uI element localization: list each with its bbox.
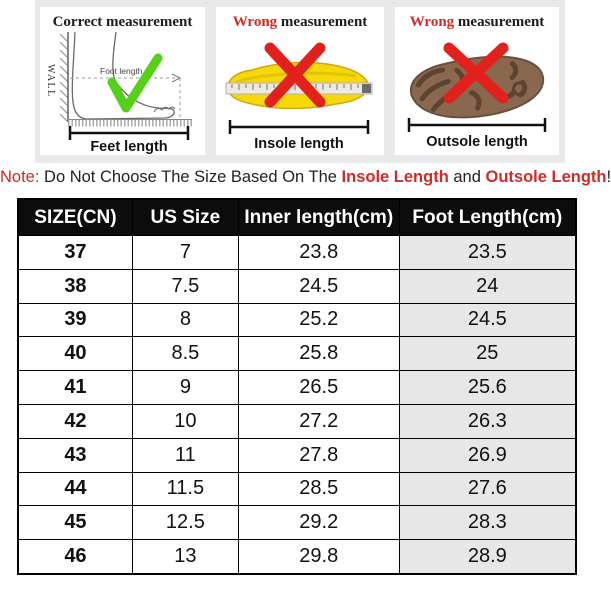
panel-caption: Insole length: [254, 136, 344, 152]
size-cn-cell: 44: [18, 472, 132, 506]
foot-measurement-diagram: [40, 32, 205, 154]
measure-bracket: [230, 120, 368, 134]
panel-caption: Feet length: [90, 139, 168, 155]
note-highlight-outsole: Outsole Length: [485, 168, 607, 186]
table-row: [18, 472, 576, 506]
note-label: Note:: [0, 168, 40, 186]
foot-length-label: Foot length: [100, 66, 143, 76]
panel-title: [53, 14, 193, 31]
us-size-cell: 7: [132, 236, 238, 270]
inner-length-cell: 25.2: [238, 303, 399, 337]
size-chart-table: [17, 198, 577, 575]
us-size-cell: 8.5: [132, 337, 238, 371]
size-cn-cell: 43: [18, 438, 132, 472]
inner-length-cell: 26.5: [238, 371, 399, 405]
table-row: [18, 371, 576, 405]
note-exclamation: !: [606, 168, 611, 186]
column-header-size-cn: SIZE(CN): [18, 199, 132, 236]
column-header-inner-length: Inner length(cm): [238, 199, 399, 236]
panel-title-word2: measurement: [106, 14, 193, 30]
measure-bracket: [409, 118, 545, 132]
note-text: and: [453, 168, 481, 186]
foot-length-cell: 25: [399, 337, 576, 371]
table-row: [18, 236, 576, 270]
panel-caption: Outsole length: [425, 134, 528, 150]
panel-title-word1: Wrong: [409, 14, 455, 30]
foot-length-cell: 26.3: [399, 404, 576, 438]
inner-length-cell: 28.5: [238, 472, 399, 506]
wall-hatch: [60, 34, 68, 122]
size-cn-cell: 37: [18, 236, 132, 270]
us-size-cell: 11.5: [132, 472, 238, 506]
inner-length-cell: 29.2: [238, 506, 399, 540]
panel-title-word2: measurement: [457, 14, 545, 30]
wall-label: WALL: [45, 64, 56, 98]
outsole-shape: [407, 50, 546, 124]
us-size-cell: 13: [132, 540, 238, 574]
table-row: [18, 337, 576, 371]
column-header-us-size: US Size: [132, 199, 238, 236]
foot-length-cell: 27.6: [399, 472, 576, 506]
us-size-cell: 7.5: [132, 269, 238, 303]
foot-length-cell: 28.9: [399, 540, 576, 574]
header-row: [18, 199, 576, 236]
foot-length-cell: 26.9: [399, 438, 576, 472]
tape-end: [362, 84, 371, 93]
us-size-cell: 11: [132, 438, 238, 472]
inner-length-cell: 25.8: [238, 337, 399, 371]
size-cn-cell: 41: [18, 371, 132, 405]
foot-length-cell: 24: [399, 269, 576, 303]
panel-title-word1: Wrong: [232, 14, 278, 30]
us-size-cell: 10: [132, 404, 238, 438]
note-text: Do Not Choose The Size Based On The: [44, 168, 337, 186]
foot-length-cell: 28.3: [399, 506, 576, 540]
insole-diagram: [216, 32, 384, 154]
inner-length-cell: 23.8: [238, 236, 399, 270]
note-highlight-insole: Insole Length: [341, 168, 449, 186]
panel-title: [233, 14, 368, 31]
measurement-guide-strip: [35, 0, 565, 163]
table-row: [18, 506, 576, 540]
panel-title-word2: measurement: [280, 14, 368, 30]
size-cn-cell: 40: [18, 337, 132, 371]
outsole-diagram: [397, 32, 558, 154]
size-cn-cell: 46: [18, 540, 132, 574]
column-header-foot-length: Foot Length(cm): [399, 199, 576, 236]
wrong-insole-panel: [216, 7, 384, 155]
foot-length-cell: 23.5: [399, 236, 576, 270]
size-cn-cell: 39: [18, 303, 132, 337]
inner-length-cell: 27.2: [238, 404, 399, 438]
inner-length-cell: 29.8: [238, 540, 399, 574]
panel-title: [410, 14, 545, 31]
inner-length-cell: 27.8: [238, 438, 399, 472]
table-row: [18, 540, 576, 574]
size-cn-cell: 42: [18, 404, 132, 438]
table-row: [18, 438, 576, 472]
inner-length-cell: 24.5: [238, 269, 399, 303]
table-row: [18, 404, 576, 438]
panel-title-word1: Correct: [52, 14, 103, 30]
note-line: [0, 168, 611, 187]
foot-length-cell: 24.5: [399, 303, 576, 337]
table-row: [18, 303, 576, 337]
table-row: [18, 269, 576, 303]
size-cn-cell: 38: [18, 269, 132, 303]
us-size-cell: 9: [132, 371, 238, 405]
foot-length-cell: 25.6: [399, 371, 576, 405]
correct-measurement-panel: [40, 7, 205, 155]
wrong-outsole-panel: [395, 7, 559, 155]
measure-bracket: [70, 126, 188, 140]
size-cn-cell: 45: [18, 506, 132, 540]
us-size-cell: 12.5: [132, 506, 238, 540]
us-size-cell: 8: [132, 303, 238, 337]
